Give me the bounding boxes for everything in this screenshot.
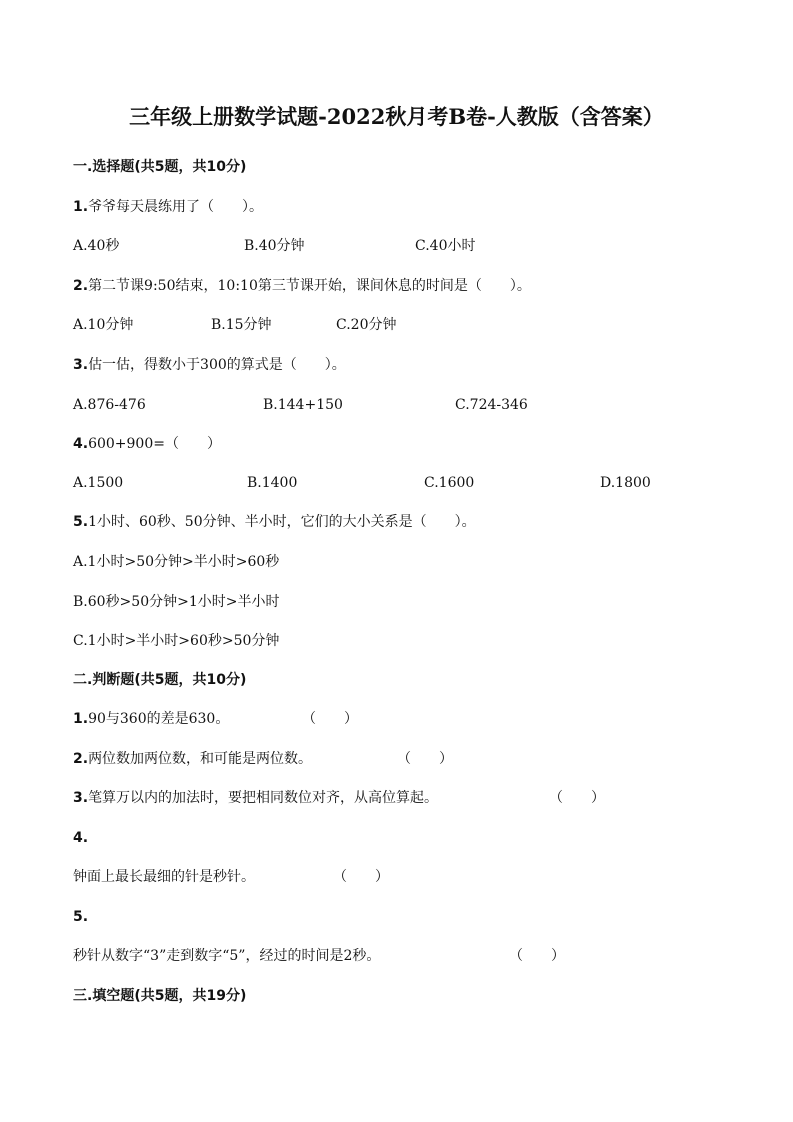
question-number: 2. xyxy=(73,278,89,294)
question-text: 钟面上最长最细的针是秒针。 xyxy=(73,869,255,885)
option-c: C.1600 xyxy=(424,475,475,491)
question-item xyxy=(73,277,531,295)
option-c: C.40小时 xyxy=(415,238,476,254)
question-number: 4. xyxy=(73,436,89,452)
option-a: A.10分钟 xyxy=(73,317,134,333)
question-item xyxy=(73,750,312,768)
question-item xyxy=(73,789,438,807)
question-number: 3. xyxy=(73,357,89,373)
question-text: 两位数加两位数，和可能是两位数。 xyxy=(88,751,313,767)
section-heading-choice: 一.选择题(共5题，共10分) xyxy=(73,159,247,175)
option-a: A.1小时>50分钟>半小时>60秒 xyxy=(73,554,280,570)
option-b: B.144+150 xyxy=(263,397,343,413)
answer-paren: （ ） xyxy=(509,948,565,964)
question-number: 2. xyxy=(73,751,89,767)
option-b: B.1400 xyxy=(247,475,298,491)
question-text: 1小时、60秒、50分钟、半小时，它们的大小关系是（ ）。 xyxy=(88,514,476,530)
option-a: A.876-476 xyxy=(73,397,146,413)
question-text: 爷爷每天晨练用了（ ）。 xyxy=(88,199,264,215)
answer-paren: （ ） xyxy=(397,751,453,767)
option-a: A.1500 xyxy=(73,475,124,491)
option-b: B.60秒>50分钟>1小时>半小时 xyxy=(73,594,280,610)
section-heading-fill: 三.填空题(共5题，共19分) xyxy=(73,988,247,1004)
question-text: 第二节课9:50结束，10:10第三节课开始，课间休息的时间是（ ）。 xyxy=(88,278,531,294)
question-number: 3. xyxy=(73,790,89,806)
question-number: 1. xyxy=(73,711,89,727)
question-text: 估一估，得数小于300的算式是（ ）。 xyxy=(88,357,346,373)
question-number: 5. xyxy=(73,514,89,530)
section-heading-judge: 二.判断题(共5题，共10分) xyxy=(73,672,247,688)
question-text: 秒针从数字“3”走到数字“5”，经过的时间是2秒。 xyxy=(73,948,381,964)
question-number: 1. xyxy=(73,199,89,215)
question-item xyxy=(73,513,476,531)
question-item xyxy=(73,435,221,453)
question-text: 90与360的差是630。 xyxy=(88,711,230,727)
question-number: 4. xyxy=(73,830,89,846)
question-item xyxy=(73,198,263,216)
option-c: C.20分钟 xyxy=(336,317,397,333)
option-a: A.40秒 xyxy=(73,238,120,254)
question-number: 5. xyxy=(73,909,89,925)
option-b: B.15分钟 xyxy=(211,317,272,333)
question-item xyxy=(73,356,346,374)
answer-paren: （ ） xyxy=(549,790,605,806)
option-c: C.724-346 xyxy=(455,397,528,413)
question-item xyxy=(73,710,229,728)
answer-paren: （ ） xyxy=(302,711,358,727)
question-text: 笔算万以内的加法时，要把相同数位对齐，从高位算起。 xyxy=(88,790,439,806)
option-d: D.1800 xyxy=(600,475,651,491)
option-b: B.40分钟 xyxy=(244,238,305,254)
answer-paren: （ ） xyxy=(333,869,389,885)
question-text: 600+900=（ ） xyxy=(88,436,221,452)
page-title: 三年级上册数学试题-2022秋月考B卷-人教版（含答案） xyxy=(129,104,664,129)
option-c: C.1小时>半小时>60秒>50分钟 xyxy=(73,633,280,649)
